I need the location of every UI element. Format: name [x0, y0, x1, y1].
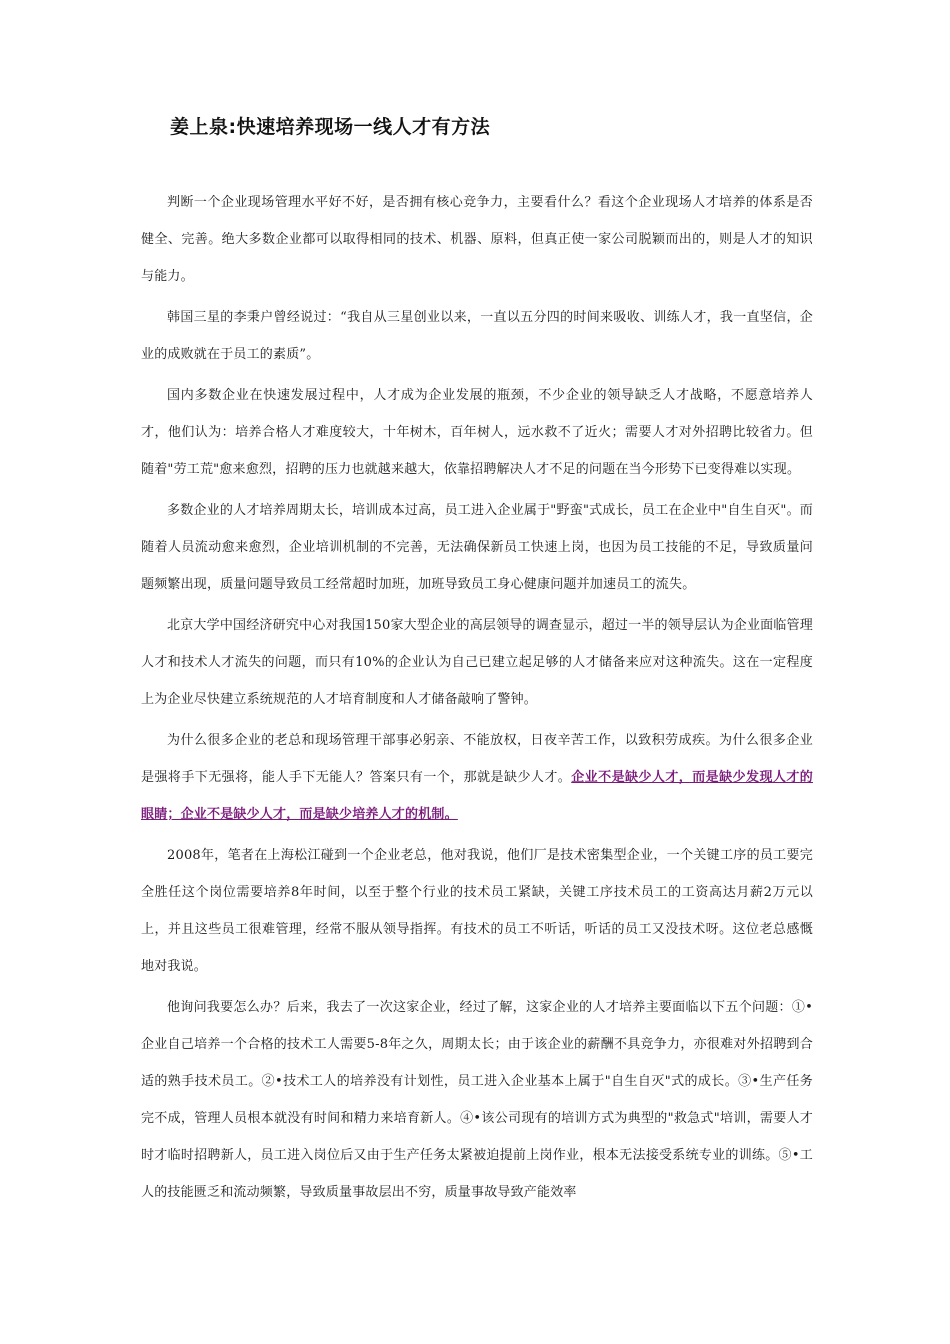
paragraph-2: [141, 299, 813, 373]
paragraph-6: [141, 722, 813, 833]
paragraph-7: [141, 837, 813, 985]
paragraph-text: 为什么很多企业的老总和现场管理干部事必躬亲、不能放权，日夜辛苦工作，以致积劳成疾。为什么很多企业是强将手下无强将，能人手下无能人？答案只有一个，那就是缺少人才。: [141, 733, 813, 785]
paragraph-text: 判断一个企业现场管理水平好不好，是否拥有核心竞争力，主要看什么？看这个企业现场人才培养的体系是否健全、完善。绝大多数企业都可以取得相同的技术、机器、原料，但真正使一家公司脱颖而出的，则是人才的知识与能力。: [141, 195, 813, 284]
paragraph-text: 他询问我要怎么办？后来，我去了一次这家企业，经过了解，这家企业的人才培养主要面临以下五个问题：①•企业自己培养一个合格的技术工人需要5-8年之久，周期太长；由于该企业的薪酬不具竞争力，亦很难对外招聘到合适的熟手技术员工。②•技术工人的培养没有计划性，员工进入企业基本上属于"自生自灭"式的成长。③•生产任务完不成，管理人员根本就没有时间和精力来培育新人。④•该公司现有的培训方式为典型的"救急式"培训，需要人才时才临时招聘新人，员工进入岗位后又由于生产任务太紧被迫提前上岗作业，根本无法接受系统专业的训练。⑤•工人的技能匮乏和流动频繁，导致质量事故层出不穷，质量事故导致产能效率: [141, 1000, 813, 1200]
paragraph-8: [141, 989, 813, 1211]
paragraph-5: [141, 607, 813, 718]
paragraph-text: 2008年，笔者在上海松江碰到一个企业老总，他对我说，他们厂是技术密集型企业，一个关键工序的员工要完全胜任这个岗位需要培养8年时间，以至于整个行业的技术员工紧缺，关键工序技术员工的工资高达月薪2万元以上，并且这些员工很难管理，经常不服从领导指挥。有技术的员工不听话，听话的员工又没技术呀。这位老总感慨地对我说。: [141, 848, 813, 974]
paragraph-1: [141, 184, 813, 295]
paragraph-4: [141, 492, 813, 603]
paragraph-text: 多数企业的人才培养周期太长，培训成本过高，员工进入企业属于"野蛮"式成长，员工在企业中"自生自灭"。而随着人员流动愈来愈烈，企业培训机制的不完善，无法确保新员工快速上岗，也因为员工技能的不足，导致质量问题频繁出现，质量问题导致员工经常超时加班，加班导致员工身心健康问题并加速员工的流失。: [141, 503, 813, 592]
document-title: 姜上泉:快速培养现场一线人才有方法: [170, 116, 491, 138]
paragraph-3: [141, 377, 813, 488]
highlighted-link-text[interactable]: 企业不是缺少人才，而是缺少发现人才的眼睛；企业不是缺少人才，而是缺少培养人才的机制。: [141, 770, 813, 822]
document-body: [141, 184, 813, 1215]
paragraph-text: 韩国三星的李秉户曾经说过：“我自从三星创业以来，一直以五分四的时间来吸收、训练人才，我一直坚信，企业的成败就在于员工的素质”。: [141, 310, 813, 362]
paragraph-text: 北京大学中国经济研究中心对我国150家大型企业的高层领导的调查显示，超过一半的领导层认为企业面临管理人才和技术人才流失的问题，而只有10%的企业认为自己已建立起足够的人才储备来应对这种流失。这在一定程度上为企业尽快建立系统规范的人才培育制度和人才储备敲响了警钟。: [141, 618, 813, 707]
paragraph-text: 国内多数企业在快速发展过程中，人才成为企业发展的瓶颈，不少企业的领导缺乏人才战略，不愿意培养人才，他们认为：培养合格人才难度较大，十年树木，百年树人，远水救不了近火；需要人才对外招聘比较省力。但随着"劳工荒"愈来愈烈，招聘的压力也就越来越大，依靠招聘解决人才不足的问题在当今形势下已变得难以实现。: [141, 388, 813, 477]
